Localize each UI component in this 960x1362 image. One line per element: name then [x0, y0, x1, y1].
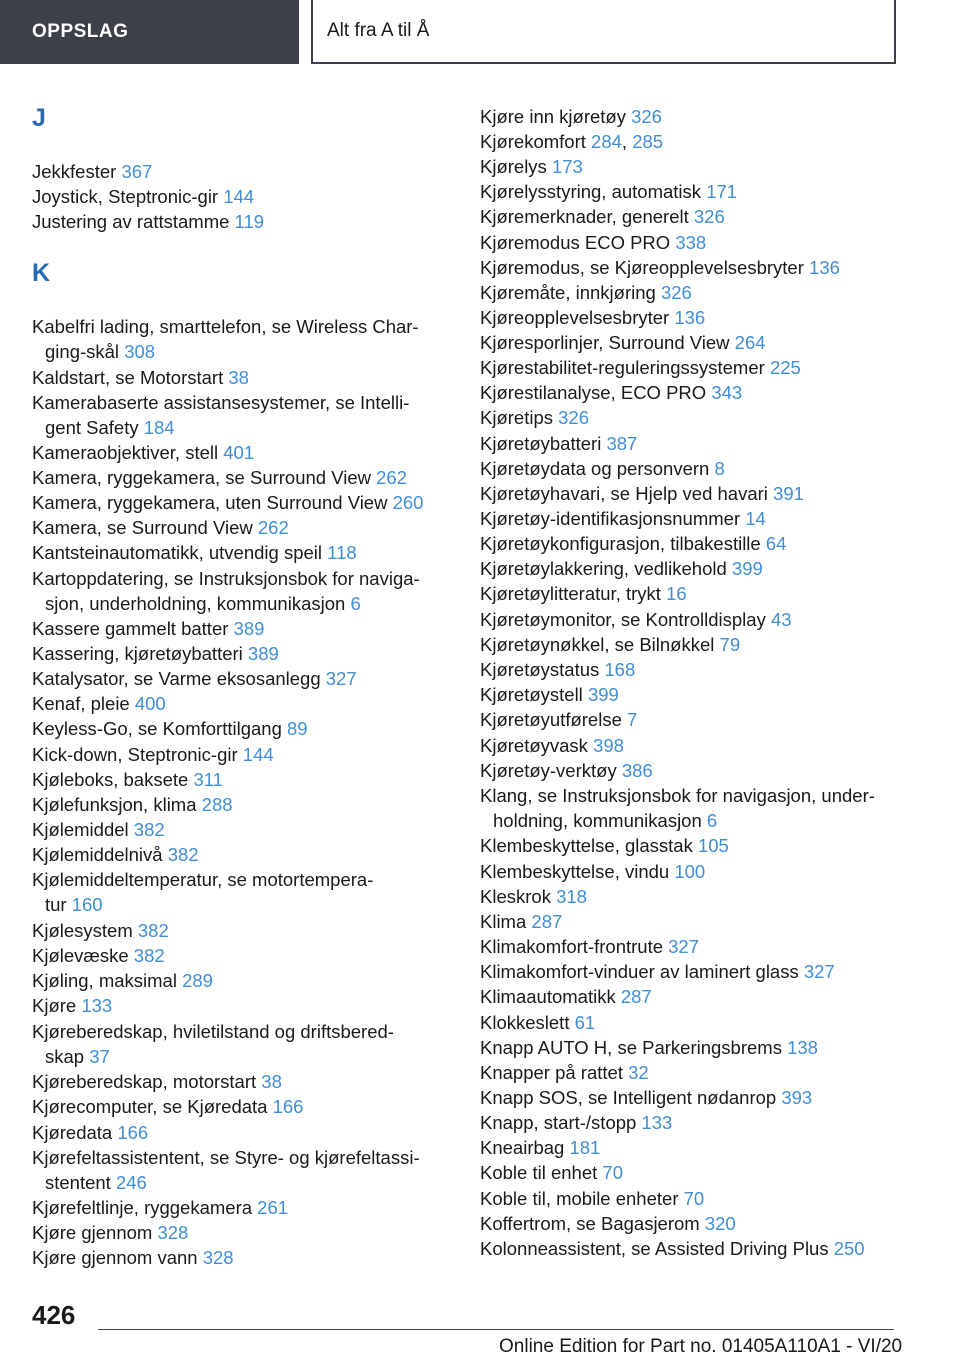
index-entry: [32, 641, 279, 666]
page-link[interactable]: 138: [787, 1037, 818, 1058]
entry-text: Kjølemiddelnivå: [32, 844, 168, 865]
chapter-tab: [311, 0, 896, 64]
entry-text: Justering av rattstamme: [32, 211, 235, 232]
index-entry: [32, 666, 357, 691]
page-link[interactable]: 287: [620, 986, 652, 1007]
entry-text-continued: stentent: [45, 1172, 116, 1194]
entry-text-continued: tur: [45, 894, 72, 916]
page-link[interactable]: 136: [674, 307, 706, 328]
entry-text: Kjørestabilitet-reguleringssystemer: [480, 357, 770, 378]
entry-text: Kameraobjektiver, stell: [32, 442, 224, 463]
index-entry: [480, 380, 742, 405]
index-entry: [32, 390, 409, 440]
index-entry: [480, 129, 663, 154]
entry-text: Kjørelysstyring, automatisk: [480, 181, 707, 202]
section-title: OPPSLAG: [32, 21, 129, 42]
entry-text-continued: holdning, kommunikasjon: [493, 810, 707, 832]
page-link[interactable]: 38: [261, 1071, 282, 1092]
entry-text: Kamerabaserte assistansesystemer, se Intelli-: [32, 392, 410, 413]
page-link[interactable]: 166: [117, 1122, 149, 1143]
index-entry: [32, 1145, 420, 1195]
index-entry: [32, 792, 233, 817]
page-link[interactable]: 382: [133, 819, 165, 840]
index-entry: [480, 1135, 600, 1160]
page-link[interactable]: 166: [272, 1096, 304, 1117]
entry-text: Kjøretøynøkkel, se Bilnøkkel: [480, 634, 720, 655]
index-entry: [480, 833, 729, 858]
page-link[interactable]: 318: [556, 886, 587, 907]
footer-edition: Online Edition for Part no. 01405A110A1 - VI/20: [499, 1336, 903, 1357]
index-entry: [32, 515, 289, 540]
index-entry: [32, 209, 264, 234]
entry-text: Kjøretøymonitor, se Kontrolldisplay: [480, 609, 771, 630]
entry-text: Klokkeslett: [480, 1012, 575, 1033]
index-entry: [32, 440, 254, 465]
page-link[interactable]: 246: [115, 1172, 147, 1194]
index-entry: [480, 884, 587, 909]
page-link[interactable]: 400: [134, 693, 166, 714]
index-entry: [480, 1110, 672, 1135]
entry-text: Kjølevæske: [32, 945, 134, 966]
entry-text: Kjøremodus ECO PRO: [480, 232, 676, 253]
entry-text: Kjølesystem: [32, 920, 138, 941]
page-link[interactable]: 285: [632, 131, 664, 152]
chapter-title: Alt fra A til Å: [327, 20, 430, 41]
page-link[interactable]: 144: [223, 186, 255, 207]
page-link[interactable]: 144: [242, 744, 274, 765]
entry-text: Kjøreopplevelsesbryter: [480, 307, 675, 328]
index-entry: [480, 531, 786, 556]
entry-text-continued: gent Safety: [45, 417, 144, 439]
page-link[interactable]: 105: [697, 835, 729, 856]
page-link[interactable]: 311: [193, 769, 223, 790]
page-link[interactable]: 7: [627, 709, 638, 730]
entry-text: Kjørelys: [480, 156, 552, 177]
index-entry: [480, 305, 705, 330]
page-link[interactable]: 327: [325, 668, 357, 689]
index-entry: [480, 431, 637, 456]
index-entry: [480, 104, 662, 129]
entry-text: Kjøremerknader, generelt: [480, 206, 694, 227]
entry-text: Kneairbag: [480, 1137, 570, 1158]
entry-text: Kjøretøybatteri: [480, 433, 607, 454]
entry-text: Koffertrom, se Bagasjerom: [480, 1213, 705, 1234]
page-link[interactable]: 260: [392, 492, 424, 513]
page-link[interactable]: 38: [228, 367, 249, 388]
entry-text: Kjøretøystell: [480, 684, 588, 705]
page-separator: ,: [621, 131, 633, 152]
index-entry: [480, 355, 801, 380]
page-link[interactable]: 262: [257, 517, 289, 538]
entry-text: Kolonneassistent, se Assisted Driving Plus: [480, 1238, 834, 1259]
index-entry: [480, 657, 635, 682]
entry-text: Kjøretøystatus: [480, 659, 605, 680]
entry-text: Knapp SOS, se Intelligent nødanrop: [480, 1087, 782, 1108]
index-entry: [480, 682, 619, 707]
index-entry: [32, 817, 165, 842]
index-entry: [32, 616, 264, 641]
entry-text: Kabelfri lading, smarttelefon, se Wireless Char-: [32, 316, 419, 337]
index-entry: [32, 1195, 288, 1220]
index-entry: [32, 540, 357, 565]
index-entry: [480, 1211, 736, 1236]
index-entry: [480, 1160, 623, 1185]
entry-text: Kjøre gjennom vann: [32, 1247, 203, 1268]
page-link[interactable]: 328: [157, 1222, 189, 1243]
page-link[interactable]: 89: [287, 718, 308, 739]
index-entry: [32, 842, 199, 867]
page-link[interactable]: 173: [551, 156, 583, 177]
page-link[interactable]: 287: [531, 911, 563, 932]
index-entry: [480, 758, 653, 783]
index-entry: [480, 405, 589, 430]
page-link[interactable]: 308: [124, 341, 156, 363]
index-entry: [480, 984, 652, 1009]
entry-text: Kjøretøykonfigurasjon, tilbakestille: [480, 533, 766, 554]
index-entry: [480, 556, 763, 581]
index-entry: [480, 859, 705, 884]
entry-text: Kamera, se Surround View: [32, 517, 258, 538]
entry-text: Kartoppdatering, se Instruksjonsbok for naviga-: [32, 568, 420, 589]
index-entry: [480, 783, 875, 833]
page-number: 426: [32, 1300, 76, 1330]
index-entry: [32, 1094, 303, 1119]
entry-text: Klimaautomatikk: [480, 986, 621, 1007]
entry-text: Jekkfester: [32, 161, 122, 182]
index-entry: [32, 716, 308, 741]
entry-text: Kjøling, maksimal: [32, 970, 183, 991]
page-link[interactable]: 399: [731, 558, 763, 579]
index-entry: [480, 1060, 649, 1085]
index-entry: [32, 465, 407, 490]
index-entry: [32, 742, 274, 767]
index-entry: [480, 607, 792, 632]
entry-text: Kamera, ryggekamera, se Surround View: [32, 467, 377, 488]
entry-text: Kjørefeltassistentent, se Styre- og kjørefeltassi-: [32, 1147, 420, 1168]
page-link[interactable]: 343: [711, 382, 743, 403]
entry-text: Kleskrok: [480, 886, 557, 907]
page-link[interactable]: 61: [574, 1012, 596, 1033]
entry-text: Joystick, Steptronic-gir: [32, 186, 224, 207]
entry-text: Kjøretøyvask: [480, 735, 594, 756]
entry-text: Klang, se Instruksjonsbok for navigasjon, under-: [480, 785, 875, 806]
page-link[interactable]: 64: [765, 533, 787, 554]
page-link[interactable]: 326: [660, 282, 692, 303]
page-link[interactable]: 184: [143, 417, 175, 439]
page-link[interactable]: 387: [606, 433, 638, 454]
page-link[interactable]: 119: [234, 211, 265, 232]
index-entry: [32, 1245, 234, 1270]
entry-text: Kjøre inn kjøretøy: [480, 106, 632, 127]
entry-text: Kantsteinautomatikk, utvendig speil: [32, 542, 328, 563]
index-entry: [32, 918, 169, 943]
entry-text: Kjøleboks, baksete: [32, 769, 194, 790]
page-link[interactable]: 100: [674, 861, 706, 882]
entry-text: Kenaf, pleie: [32, 693, 135, 714]
index-entry: [480, 632, 740, 657]
page-link[interactable]: 6: [350, 593, 361, 615]
page-link[interactable]: 401: [223, 442, 255, 463]
page-link[interactable]: 250: [833, 1238, 865, 1259]
entry-text: Kjøretøylitteratur, trykt: [480, 583, 667, 604]
entry-text: Kjøretøyutførelse: [480, 709, 627, 730]
index-entry: [32, 490, 423, 515]
index-entry: [480, 959, 835, 984]
page-link[interactable]: 326: [558, 407, 590, 428]
page-link[interactable]: 32: [628, 1062, 649, 1083]
page-link[interactable]: 6: [706, 810, 718, 832]
index-entry: [32, 943, 165, 968]
index-entry: [32, 159, 152, 184]
page-link[interactable]: 288: [201, 794, 233, 815]
index-letter-j: J: [32, 104, 46, 132]
entry-text: Katalysator, se Varme eksosanlegg: [32, 668, 326, 689]
index-entry: [32, 365, 249, 390]
entry-text: Kjøreberedskap, hviletilstand og driftsbered-: [32, 1021, 394, 1042]
page-link[interactable]: 320: [704, 1213, 736, 1234]
page-link[interactable]: 136: [809, 257, 840, 278]
entry-text-continued: skap: [45, 1046, 90, 1068]
index-entry: [480, 280, 692, 305]
entry-text: Kjøretøy-verktøy: [480, 760, 622, 781]
page-link[interactable]: 393: [781, 1087, 813, 1108]
page-link[interactable]: 289: [182, 970, 213, 991]
page-link[interactable]: 133: [81, 995, 113, 1016]
index-entry: [480, 1035, 818, 1060]
page-link[interactable]: 328: [202, 1247, 234, 1268]
index-entry: [32, 1069, 282, 1094]
page-link[interactable]: 391: [773, 483, 804, 504]
page-link[interactable]: 327: [668, 936, 700, 957]
index-entry: [480, 707, 637, 732]
index-entry: [32, 1120, 148, 1145]
page-link[interactable]: 79: [719, 634, 741, 655]
entry-text: Klembeskyttelse, vindu: [480, 861, 675, 882]
index-entry: [32, 1220, 188, 1245]
entry-text: Kassering, kjøretøybatteri: [32, 643, 248, 664]
index-entry: [480, 1085, 812, 1110]
index-entry: [480, 581, 687, 606]
page-link[interactable]: 382: [133, 945, 165, 966]
page-link[interactable]: 367: [121, 161, 153, 182]
page-link[interactable]: 171: [706, 181, 738, 202]
page-link[interactable]: 43: [770, 609, 792, 630]
page-link[interactable]: 70: [602, 1162, 623, 1183]
index-entry: [480, 154, 583, 179]
index-entry: [480, 1186, 704, 1211]
page-link[interactable]: 327: [803, 961, 835, 982]
entry-text: Kjørekomfort: [480, 131, 592, 152]
page-link[interactable]: 70: [683, 1188, 705, 1209]
entry-text: Kick-down, Steptronic-gir: [32, 744, 243, 765]
index-entry: [480, 733, 624, 758]
entry-text: Kjørefeltlinje, ryggekamera: [32, 1197, 258, 1218]
entry-text: Kjøredata: [32, 1122, 118, 1143]
entry-text: Kassere gammelt batter: [32, 618, 234, 639]
entry-text: Kjørestilanalyse, ECO PRO: [480, 382, 712, 403]
page-link[interactable]: 8: [714, 458, 725, 479]
page-link[interactable]: 389: [233, 618, 265, 639]
index-entry: [32, 968, 213, 993]
entry-text: Klimakomfort-vinduer av laminert glass: [480, 961, 804, 982]
index-entry: [480, 179, 737, 204]
entry-text: Koble til enhet: [480, 1162, 603, 1183]
index-entry: [32, 1019, 394, 1069]
page-link[interactable]: 225: [769, 357, 801, 378]
index-entry: [32, 993, 112, 1018]
entry-text: Kjøre: [32, 995, 82, 1016]
entry-text: Kamera, ryggekamera, uten Surround View: [32, 492, 393, 513]
entry-text: Koble til, mobile enheter: [480, 1188, 684, 1209]
entry-text: Knapp AUTO H, se Parkeringsbrems: [480, 1037, 788, 1058]
page-link[interactable]: 133: [641, 1112, 673, 1133]
entry-text: Kjølemiddeltemperatur, se motortempera-: [32, 869, 374, 890]
entry-text: Kjøremåte, innkjøring: [480, 282, 661, 303]
index-entry: [32, 767, 223, 792]
index-entry: [480, 481, 804, 506]
index-entry: [32, 691, 166, 716]
page-link[interactable]: 389: [247, 643, 279, 664]
index-entry: [32, 867, 373, 917]
entry-text: Keyless-Go, se Komforttilgang: [32, 718, 287, 739]
entry-text: Klembeskyttelse, glasstak: [480, 835, 698, 856]
entry-text: Kjøremodus, se Kjøreopplevelsesbryter: [480, 257, 810, 278]
entry-text: Kjørecomputer, se Kjøredata: [32, 1096, 273, 1117]
index-entry: [480, 934, 699, 959]
index-entry: [32, 314, 419, 364]
entry-text: Kjøreberedskap, motorstart: [32, 1071, 262, 1092]
entry-text: Knapper på rattet: [480, 1062, 629, 1083]
page-link[interactable]: 264: [734, 332, 766, 353]
page-link[interactable]: 326: [693, 206, 725, 227]
entry-text: Kjøresporlinjer, Surround View: [480, 332, 735, 353]
page-link[interactable]: 37: [89, 1046, 110, 1068]
page-link[interactable]: 16: [666, 583, 687, 604]
index-entry: [480, 204, 725, 229]
index-entry: [32, 566, 420, 616]
page-link[interactable]: 382: [137, 920, 169, 941]
page-link[interactable]: 398: [593, 735, 624, 756]
page-link[interactable]: 14: [745, 508, 766, 529]
entry-text: Kjøretøydata og personvern: [480, 458, 715, 479]
entry-text: Kjølefunksjon, klima: [32, 794, 202, 815]
entry-text: Kjøre gjennom: [32, 1222, 158, 1243]
entry-text-continued: ging-skål: [45, 341, 125, 363]
page-link[interactable]: 262: [376, 467, 408, 488]
page-link[interactable]: 326: [631, 106, 662, 127]
index-entry: [480, 1010, 595, 1035]
index-entry: [480, 506, 766, 531]
footer-divider: [98, 1329, 894, 1330]
page-link[interactable]: 168: [604, 659, 636, 680]
page-link[interactable]: 386: [621, 760, 653, 781]
index-entry: [480, 1236, 865, 1261]
index-entry: [480, 230, 706, 255]
entry-text: Kjøretøylakkering, vedlikehold: [480, 558, 732, 579]
entry-text: Klimakomfort-frontrute: [480, 936, 669, 957]
entry-text: Kjøretøyhavari, se Hjelp ved havari: [480, 483, 774, 504]
entry-text: Klima: [480, 911, 532, 932]
index-letter-k: K: [32, 259, 51, 287]
page-link[interactable]: 181: [569, 1137, 601, 1158]
page-link[interactable]: 261: [257, 1197, 289, 1218]
index-entry: [480, 330, 766, 355]
index-entry: [480, 255, 840, 280]
page-link[interactable]: 338: [675, 232, 707, 253]
index-entry: [480, 456, 725, 481]
entry-text: Kaldstart, se Motorstart: [32, 367, 229, 388]
index-entry: [480, 909, 562, 934]
page-link[interactable]: 118: [327, 542, 357, 563]
entry-text-continued: sjon, underholdning, kommunikasjon: [45, 593, 351, 615]
entry-text: Knapp, start-/stopp: [480, 1112, 642, 1133]
entry-text: Kjølemiddel: [32, 819, 134, 840]
page-link[interactable]: 284: [591, 131, 622, 152]
page-link[interactable]: 160: [71, 894, 103, 916]
entry-text: Kjøretøy-identifikasjonsnummer: [480, 508, 746, 529]
section-tab: [0, 0, 299, 64]
page-link[interactable]: 399: [587, 684, 619, 705]
index-entry: [32, 184, 254, 209]
entry-text: Kjøretips: [480, 407, 559, 428]
page-link[interactable]: 382: [167, 844, 199, 865]
